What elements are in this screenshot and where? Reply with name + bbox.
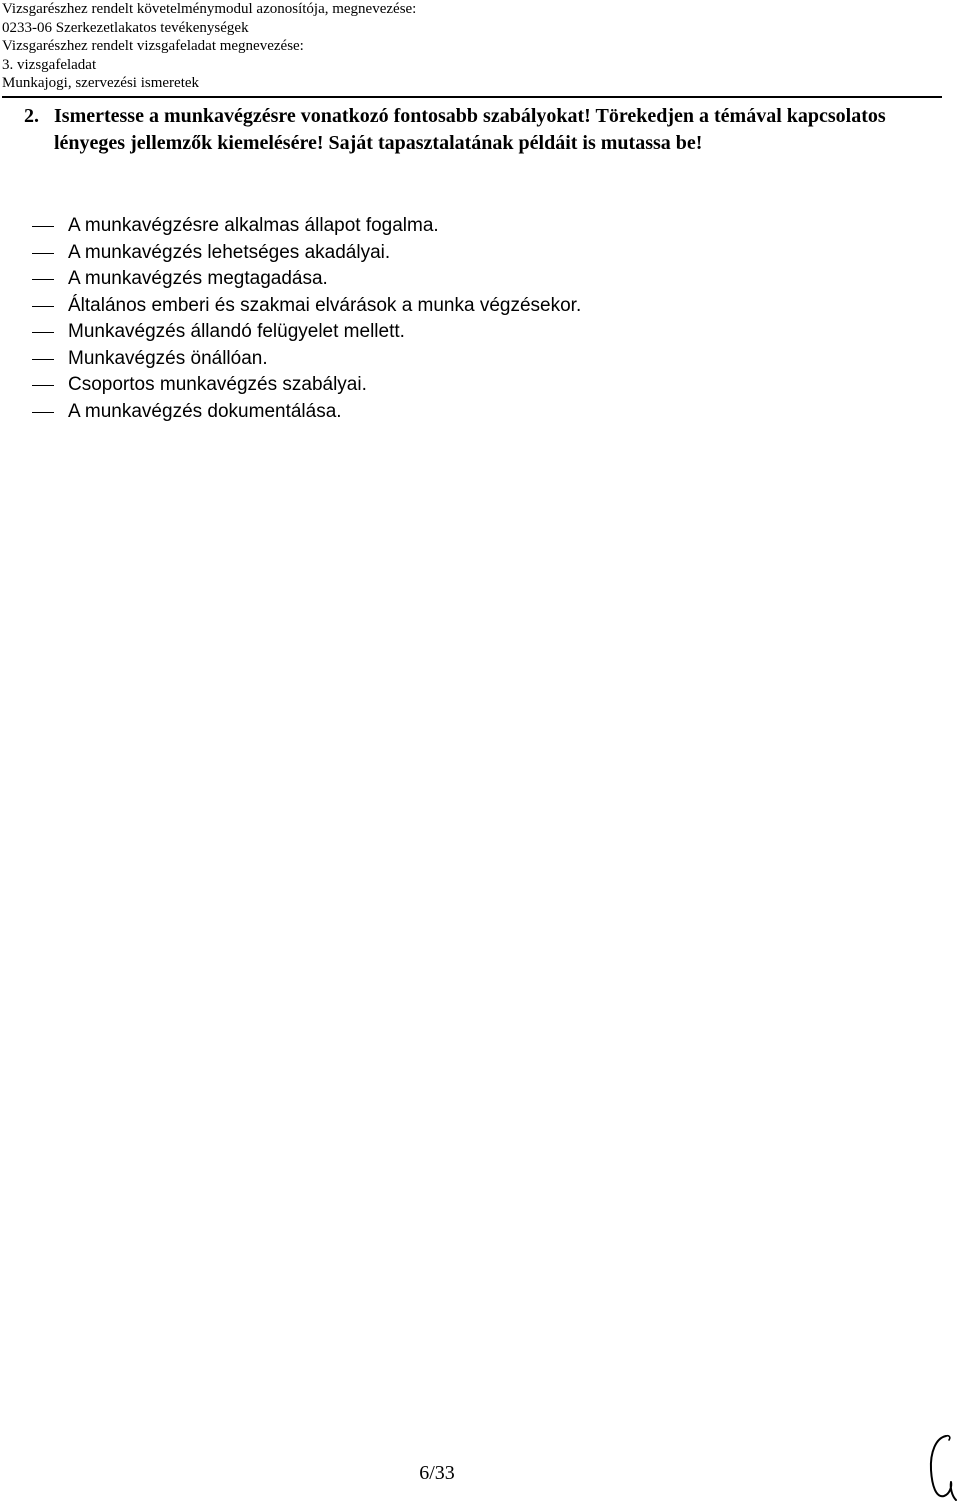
list-item-text: A munkavégzés lehetséges akadályai. <box>68 241 391 263</box>
dash-bullet-icon <box>32 253 54 254</box>
list-item-text: A munkavégzés dokumentálása. <box>68 400 342 422</box>
list-item-text: Munkavégzés állandó felügyelet mellett. <box>68 321 405 342</box>
header-task-label: Vizsgarészhez rendelt vizsgafeladat megnevezése: <box>2 38 304 54</box>
header-task-number: 3. vizsgafeladat <box>2 56 97 73</box>
list-item <box>32 240 581 267</box>
list-item-text: Általános emberi és szakmai elvárások a munka végzésekor. <box>68 294 582 316</box>
header-module-label: Vizsgarészhez rendelt követelménymodul azonosítója, megnevezése: <box>2 1 417 17</box>
dash-bullet-icon <box>32 306 54 307</box>
dash-bullet-icon <box>32 279 54 280</box>
task-text: Ismertesse a munkavégzésre vonatkozó fontosabb szabályokat! Törekedjen a témával kapcsolatos lényeges jellemzők kiemelésére! Saját tapasztalatának példáit is mutassa be! <box>54 105 886 154</box>
list-item <box>32 266 581 293</box>
list-item <box>32 372 581 399</box>
list-item <box>32 319 581 346</box>
list-item <box>32 213 581 240</box>
topic-list <box>32 213 581 425</box>
task-question <box>24 103 904 157</box>
header-task-name: Munkajogi, szervezési ismeretek <box>2 75 200 91</box>
list-item-text: A munkavégzésre alkalmas állapot fogalma. <box>68 215 439 236</box>
list-item-text: A munkavégzés megtagadása. <box>68 268 328 289</box>
dash-bullet-icon <box>32 412 54 413</box>
header-module-name: 0233-06 Szerkezetlakatos tevékenységek <box>2 19 249 36</box>
page-number: 6/33 <box>419 1462 455 1484</box>
list-item <box>32 399 581 426</box>
signature-icon <box>922 1430 958 1506</box>
list-item-text: Munkavégzés önállóan. <box>68 347 268 369</box>
task-number: 2. <box>24 105 39 127</box>
dash-bullet-icon <box>32 226 54 227</box>
dash-bullet-icon <box>32 385 54 386</box>
page-header <box>2 0 942 98</box>
list-item-text: Csoportos munkavégzés szabályai. <box>68 374 367 395</box>
dash-bullet-icon <box>32 359 54 360</box>
list-item <box>32 293 581 320</box>
dash-bullet-icon <box>32 332 54 333</box>
list-item <box>32 346 581 373</box>
